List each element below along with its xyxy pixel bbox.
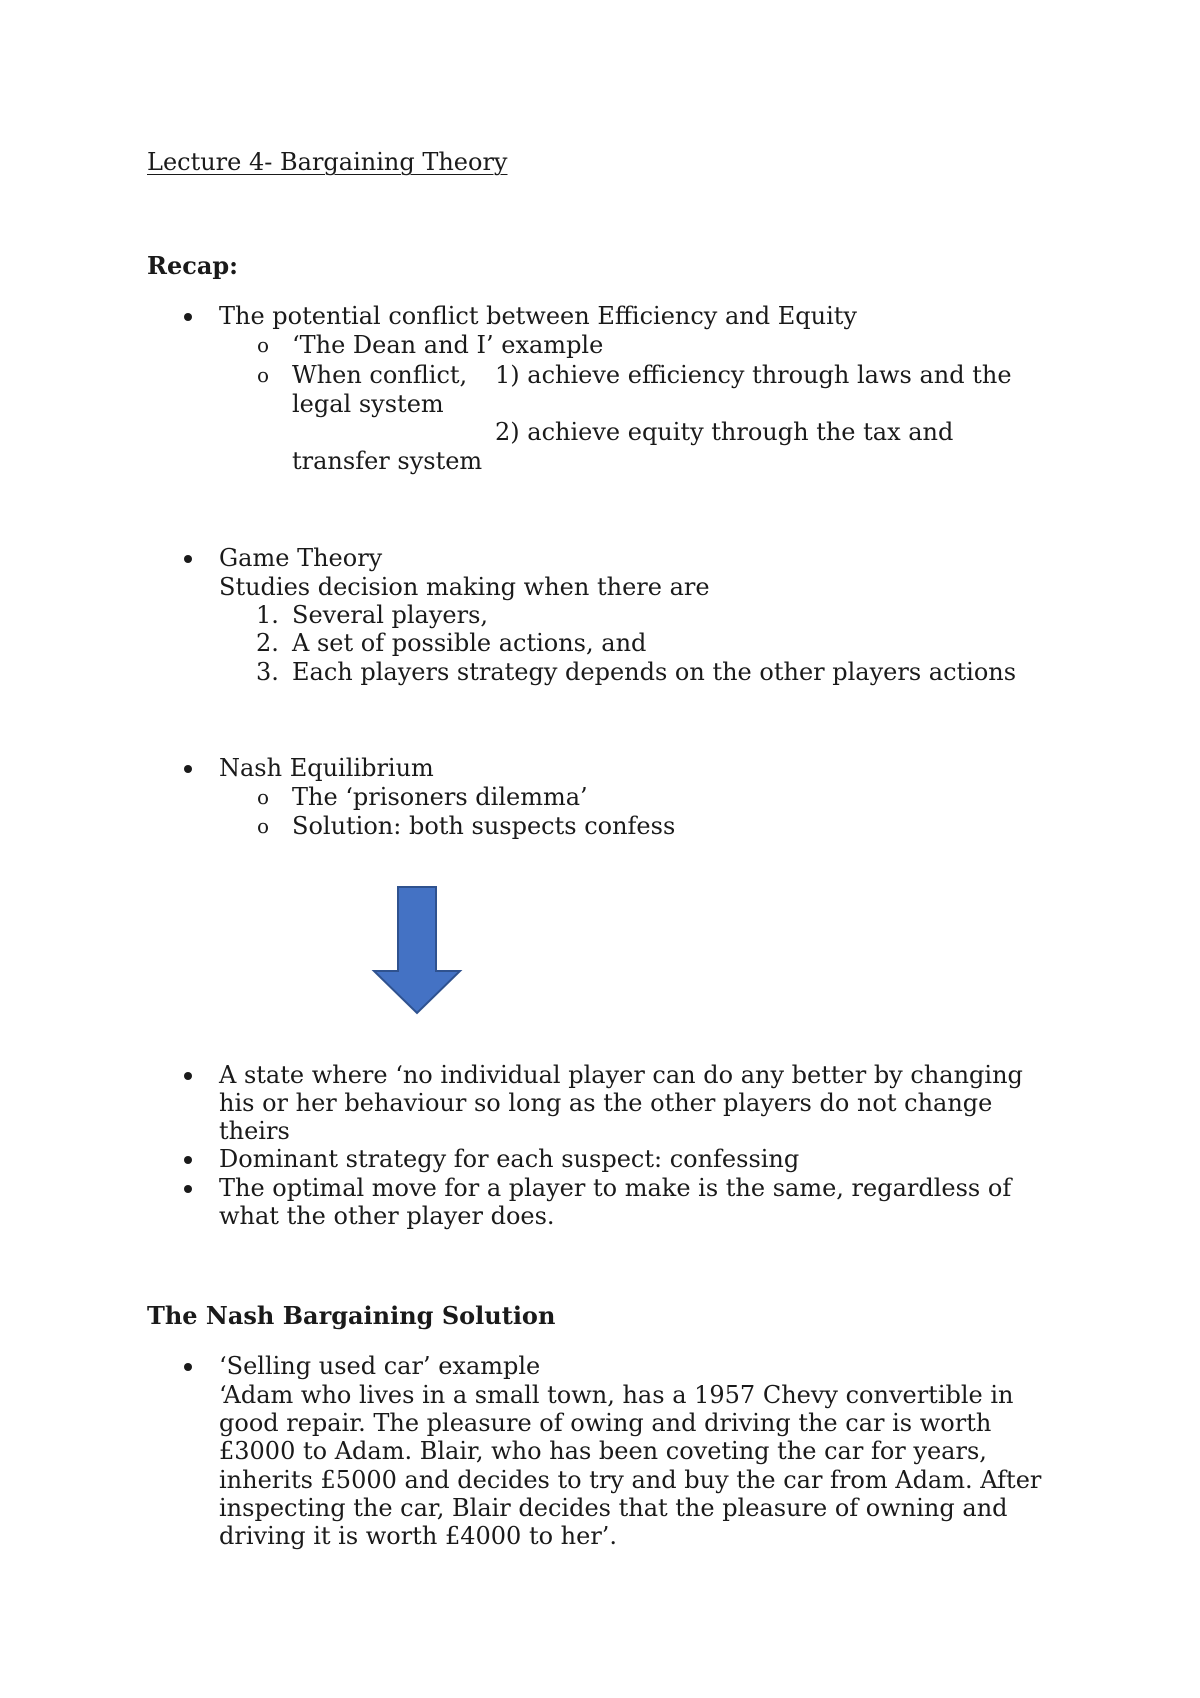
recap-sub-transfer-system: transfer system <box>292 447 483 475</box>
list-number: 2. <box>256 629 279 657</box>
bullet-dot-icon <box>184 765 192 773</box>
recap-heading: Recap: <box>147 251 239 280</box>
selling-car-example: ‘Selling used car’ example <box>219 1352 541 1380</box>
dominant-strategy: Dominant strategy for each suspect: confessing <box>219 1145 800 1173</box>
recap-sub-equity-tax: 2) achieve equity through the tax and <box>495 418 954 446</box>
recap-sub-legal-system: legal system <box>292 390 444 418</box>
circle-o-icon: o <box>257 785 270 809</box>
car-paragraph-line: £3000 to Adam. Blair, who has been coveting the car for years, <box>219 1437 987 1465</box>
list-number: 1. <box>256 601 279 629</box>
page-title: Lecture 4- Bargaining Theory <box>147 148 508 176</box>
car-paragraph-line: inspecting the car, Blair decides that the pleasure of owning and <box>219 1494 1008 1522</box>
nash-definition-line2: his or her behaviour so long as the other players do not change <box>219 1089 993 1117</box>
recap-sub-solution: Solution: both suspects confess <box>292 812 676 840</box>
nash-bargaining-heading: The Nash Bargaining Solution <box>147 1301 556 1330</box>
bullet-dot-icon <box>184 1363 192 1371</box>
circle-o-icon: o <box>257 333 270 357</box>
recap-game-theory-desc: Studies decision making when there are <box>219 573 710 601</box>
car-paragraph-line: driving it is worth £4000 to her’. <box>219 1522 618 1550</box>
bullet-dot-icon <box>184 1156 192 1164</box>
recap-sub-prisoners-dilemma: The ‘prisoners dilemma’ <box>292 783 588 811</box>
down-arrow-icon <box>370 885 466 1017</box>
recap-bullet-game-theory: Game Theory <box>219 544 383 572</box>
nash-definition-line1: A state where ‘no individual player can do any better by changing <box>219 1061 1023 1089</box>
optimal-move-line1: The optimal move for a player to make is the same, regardless of <box>219 1174 1012 1202</box>
bullet-dot-icon <box>184 555 192 563</box>
optimal-move-line2: what the other player does. <box>219 1202 555 1230</box>
list-number: 3. <box>256 658 279 686</box>
list-item: Several players, <box>292 601 489 629</box>
list-item: Each players strategy depends on the other players actions <box>292 658 1017 686</box>
bullet-dot-icon <box>184 313 192 321</box>
circle-o-icon: o <box>257 814 270 838</box>
car-paragraph-line: ‘Adam who lives in a small town, has a 1957 Chevy convertible in <box>219 1381 1014 1409</box>
list-item: A set of possible actions, and <box>292 629 647 657</box>
nash-definition-line3: theirs <box>219 1117 290 1145</box>
car-paragraph-line: inherits £5000 and decides to try and buy the car from Adam. After <box>219 1466 1042 1494</box>
circle-o-icon: o <box>257 363 270 387</box>
recap-bullet-efficiency-equity: The potential conflict between Efficiency and Equity <box>219 302 857 330</box>
recap-sub-when-conflict: When conflict, <box>292 361 468 389</box>
recap-bullet-nash-equilibrium: Nash Equilibrium <box>219 754 434 782</box>
recap-sub-dean-example: ‘The Dean and I’ example <box>292 331 604 359</box>
bullet-dot-icon <box>184 1072 192 1080</box>
bullet-dot-icon <box>184 1185 192 1193</box>
car-paragraph-line: good repair. The pleasure of owing and driving the car is worth <box>219 1409 992 1437</box>
recap-sub-efficiency-laws: 1) achieve efficiency through laws and the <box>495 361 1012 389</box>
